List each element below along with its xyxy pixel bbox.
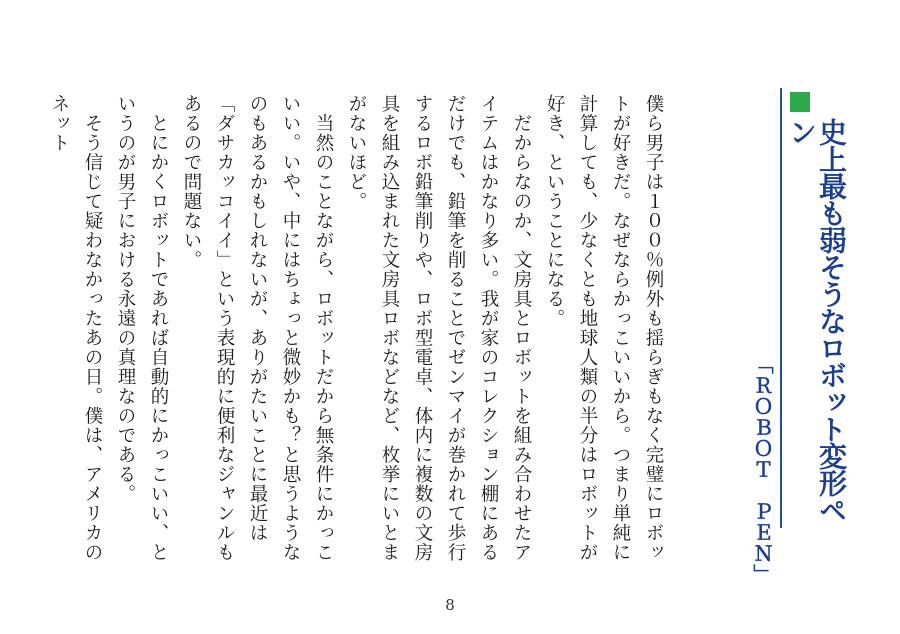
section-title: 史上最も弱そうなロボット変形ペン [785,118,848,523]
green-square-icon [790,92,810,112]
paragraph: そう信じて疑わなかったあの日。僕は、アメリカのネット [49,94,103,562]
paragraph: 僕ら男子は１００％例外も揺らぎもなく完璧にロボットが好きだ。なぜならかっこいいから。つまり単純に計算しても、少なくとも地球人類の半分はロボットが好き、ということになる。 [544,94,664,562]
section-heading [780,88,848,528]
paragraph: とにかくロボットであれば自動的にかっこいい、というのが男子における永遠の真理なのである。 [115,94,169,562]
body-text [49,94,670,564]
paragraph: 当然のことながら、ロボットだから無条件にかっこいい。いや、中にはちょっと微妙かも？と思うようなのもあるかもしれないが、ありがたいことに最近は「ダサカッコイイ」という表現的に便利なジャンルもあるので問題ない。 [181,94,334,562]
page-number: 8 [445,596,455,614]
section-subtitle: 「ＲＯＢＯＴ ＰＥＮ」 [750,354,774,585]
paragraph: だからなのか、文房具とロボットを組み合わせたアイテムはかなり多い。我が家のコレクション棚にあるだけでも、鉛筆を削ることでゼンマイが巻かれて歩行するロボ鉛筆削りや、ロボ型電卓、体内に複数の文房具を組み込まれた文房具ロボなどなど、枚挙にいとまがないほど。 [346,94,532,562]
